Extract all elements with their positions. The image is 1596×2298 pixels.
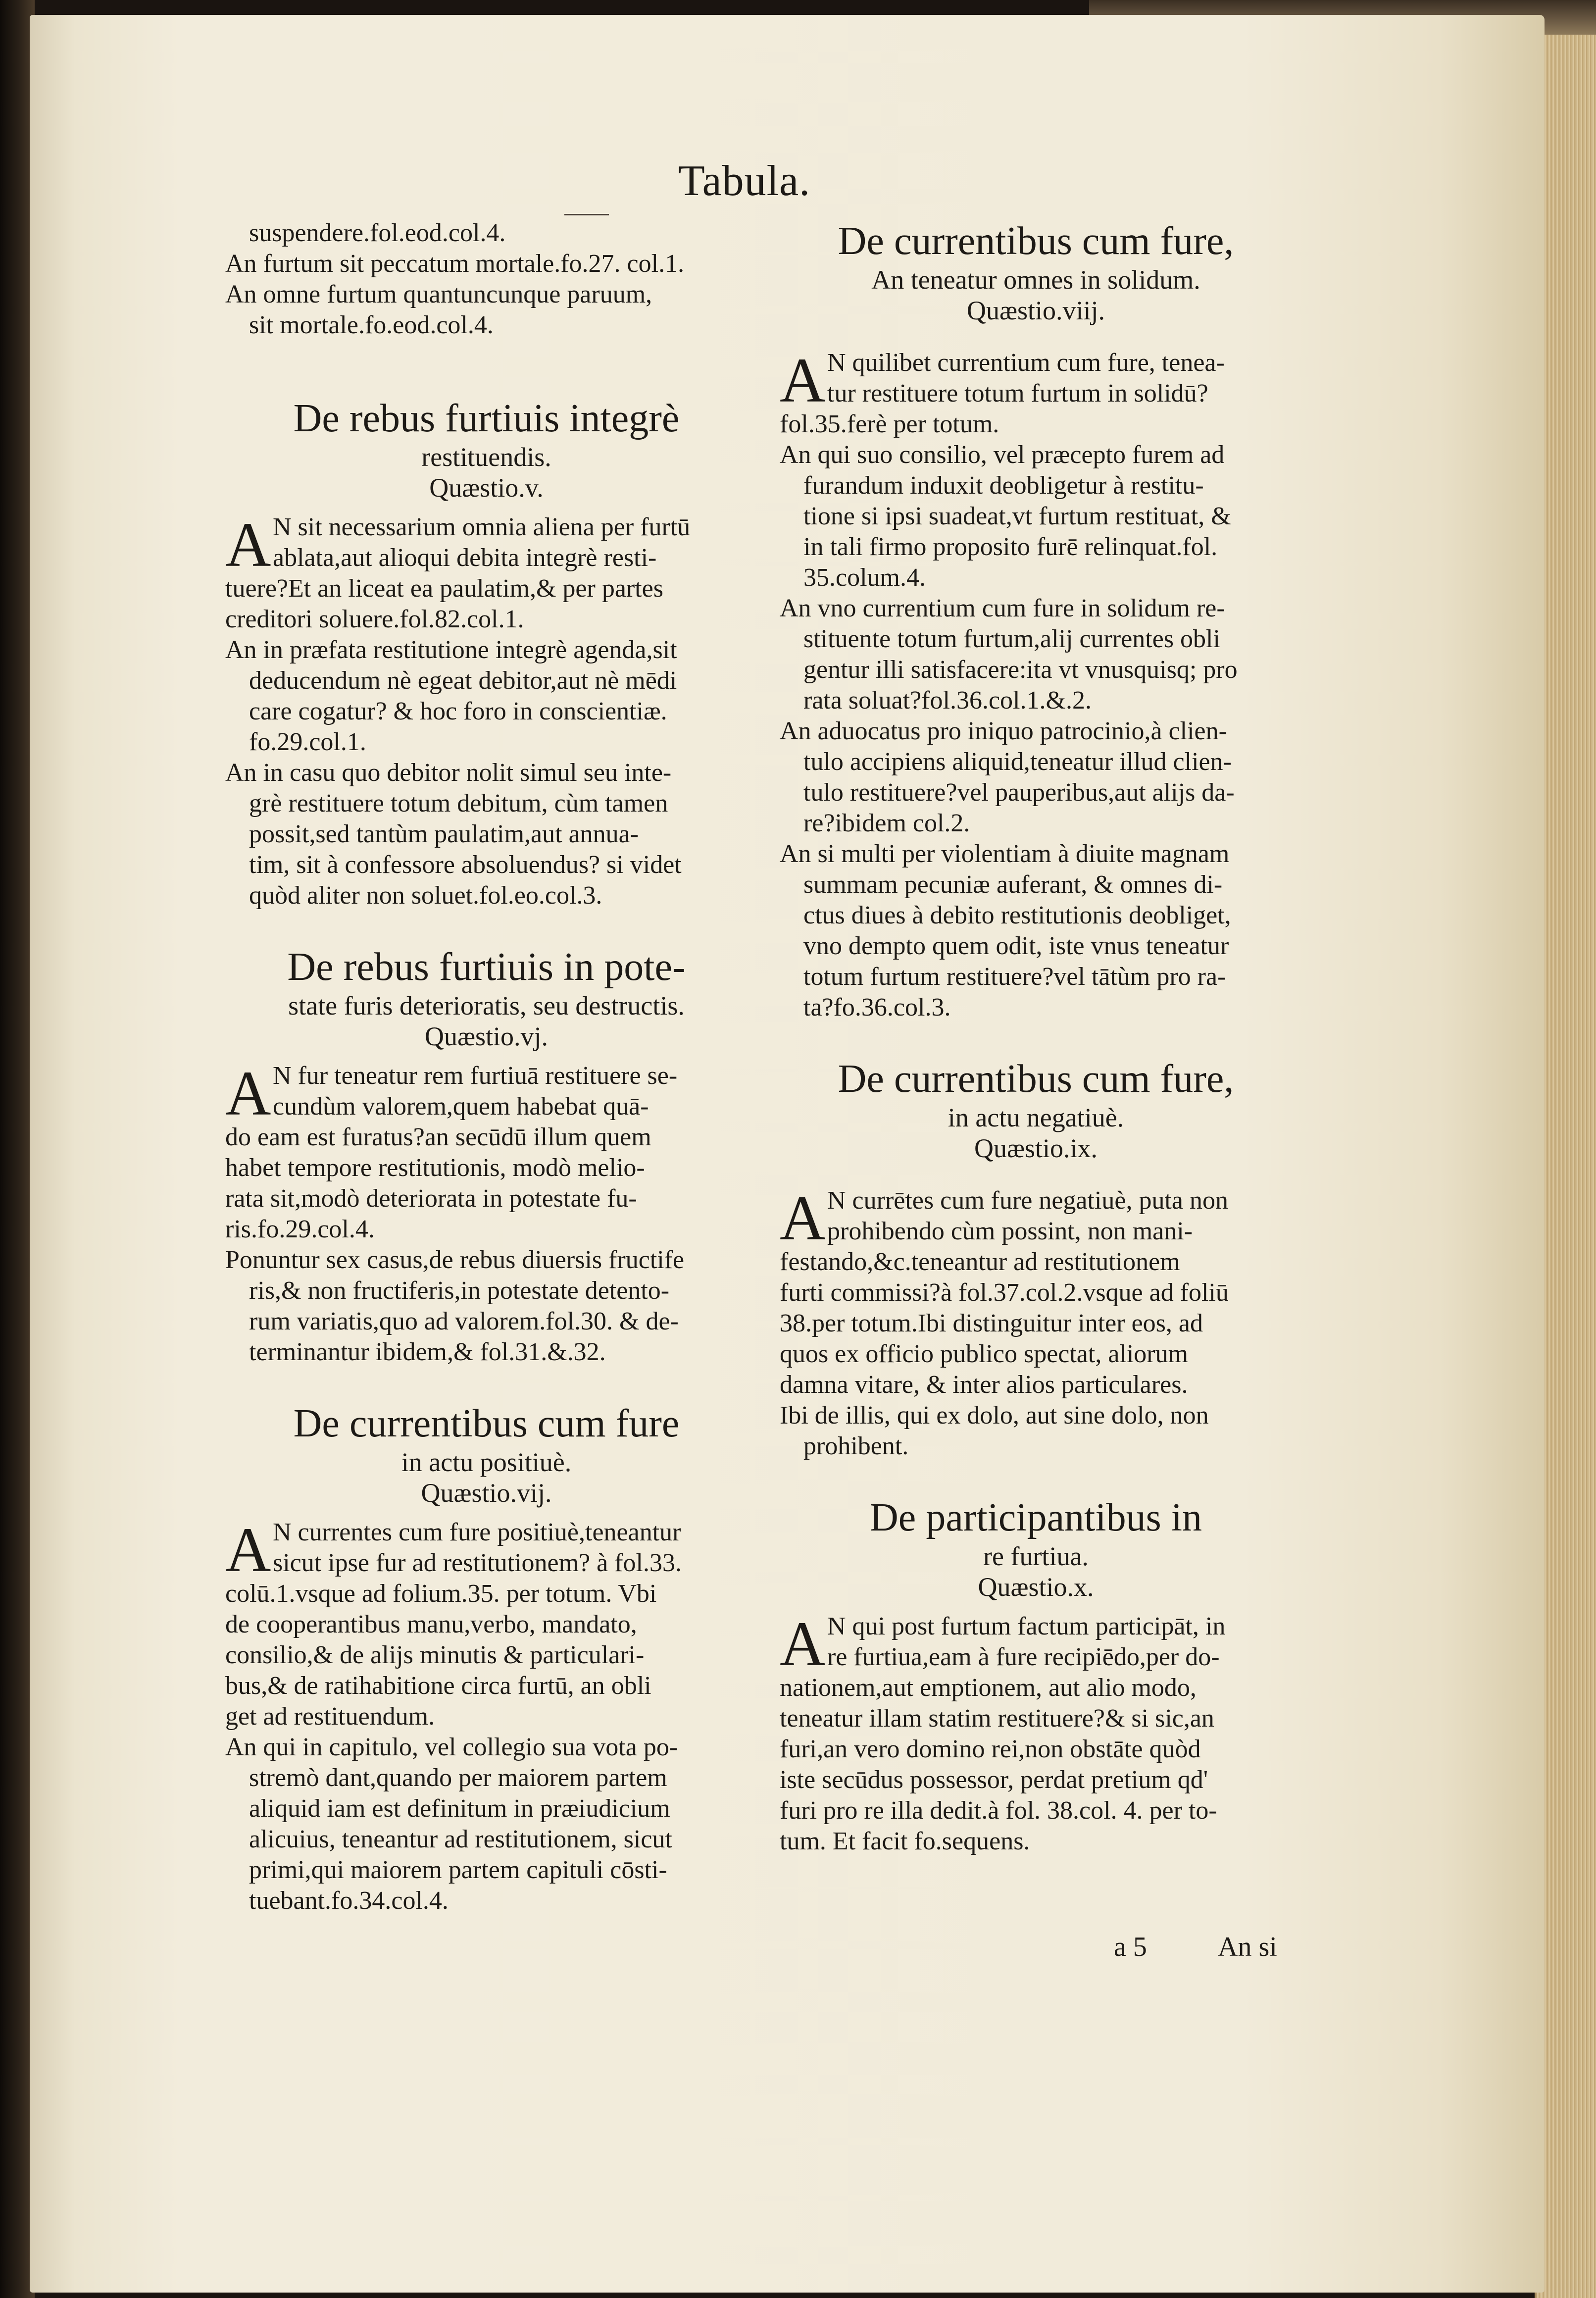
text-line: N sit necessarium omnia aliena per furtū — [273, 513, 691, 541]
text-line: habet tempore restitutionis, modò melio- — [225, 1154, 645, 1182]
paragraph — [225, 510, 748, 580]
text-line: N qui post furtum factum participāt, in — [827, 1612, 1226, 1640]
text-line: fo.29.col.1. — [249, 728, 366, 756]
text-line: iste secūdus possessor, perdat pretium qd' — [780, 1766, 1208, 1794]
drop-capital: A — [780, 345, 826, 415]
section-title: De rebus furtiuis in pote- — [287, 945, 686, 989]
text-line: N fur teneatur rem furtiuā restituere se- — [273, 1062, 678, 1090]
text-line: sit mortale.fo.eod.col.4. — [249, 311, 494, 339]
section-subtitle: state furis deterioratis, seu destructis. — [288, 991, 685, 1021]
text-line: prohibent. — [803, 1432, 909, 1460]
section-title: De currentibus cum fure, — [838, 1057, 1234, 1101]
text-line: sicut ipse fur ad restitutionem? à fol.33. — [273, 1549, 682, 1577]
section-title: De rebus furtiuis integrè — [293, 397, 680, 440]
text-line: tim, sit à confessore absoluendus? si videt — [249, 851, 682, 879]
text-line: care cogatur? & hoc foro in conscientiæ. — [249, 697, 667, 725]
text-line: possit,sed tantùm paulatim,aut annua- — [249, 820, 639, 848]
text-line: vno dempto quem odit, iste vnus teneatur — [803, 932, 1229, 960]
text-line: re furtiua,eam à fure recipiēdo,per do- — [827, 1643, 1220, 1671]
text-line: bus,& de ratihabitione circa furtū, an obli — [225, 1672, 651, 1700]
text-line: quos ex officio publico spectat, aliorum — [780, 1340, 1189, 1368]
paragraph — [225, 1058, 748, 1128]
text-line: gentur illi satisfacere:ita vt vnusquisq; pro — [803, 656, 1238, 684]
text-line: fol.35.ferè per totum. — [780, 410, 999, 438]
text-line: An si multi per violentiam à diuite magnam — [780, 840, 1230, 868]
text-line: N quilibet currentium cum fure, tenea- — [827, 349, 1225, 377]
text-line: consilio,& de alijs minutis & particulari- — [225, 1641, 645, 1669]
text-line: An aduocatus pro iniquo patrocinio,à clien- — [780, 717, 1227, 745]
text-line: tur restituere totum furtum in solidū? — [827, 379, 1208, 408]
running-head: Tabula. — [678, 157, 811, 205]
text-line: terminantur ibidem,& fol.31.&.32. — [249, 1338, 606, 1366]
text-line: primi,qui maiorem partem capituli cōsti- — [249, 1856, 667, 1884]
section-subtitle: re furtiua. — [983, 1541, 1089, 1571]
text-line: summam pecuniæ auferant, & omnes di- — [803, 870, 1223, 899]
section-subtitle: in actu negatiuè. — [948, 1103, 1124, 1132]
section-subtitle: restituendis. — [421, 442, 551, 472]
text-line: deducendum nè egeat debitor,aut nè mēdi — [249, 666, 677, 695]
text-line: furandum induxit deobligetur à restitu- — [803, 471, 1204, 500]
text-line: totum furtum restituere?vel tātùm pro ra- — [803, 963, 1226, 991]
right-column — [780, 218, 1292, 1857]
question-label: Quæstio.v. — [429, 473, 544, 503]
text-line: rata soluat?fol.36.col.1.&.2. — [803, 686, 1092, 715]
left-column — [225, 218, 748, 1916]
text-line: tum. Et facit fo.sequens. — [780, 1827, 1030, 1855]
text-line: in tali firmo proposito furē relinquat.fol. — [803, 533, 1218, 561]
text-line: Ibi de illis, qui ex dolo, aut sine dolo, non — [780, 1401, 1209, 1430]
text-line: damna vitare, & inter alios particulares. — [780, 1371, 1188, 1399]
question-label: Quæstio.vj. — [424, 1021, 549, 1051]
text-line: 38.per totum.Ibi distinguitur inter eos, ad — [780, 1309, 1203, 1337]
text-line: quòd aliter non soluet.fol.eo.col.3. — [249, 881, 602, 910]
text-line: furi,an vero domino rei,non obstāte quòd — [780, 1735, 1201, 1763]
text-line: de cooperantibus manu,verbo, mandato, — [225, 1610, 637, 1638]
text-line: creditori soluere.fol.82.col.1. — [225, 605, 524, 633]
text-line: suspendere.fol.eod.col.4. — [249, 219, 506, 247]
text-line: re?ibidem col.2. — [803, 809, 970, 837]
text-line: colū.1.vsque ad folium.35. per totum. Vbi — [225, 1580, 657, 1608]
paragraph — [780, 345, 1292, 415]
text-line: stituente totum furtum,alij currentes obli — [803, 625, 1220, 653]
section-subtitle: An teneatur omnes in solidum. — [871, 265, 1200, 295]
text-line: N currentes cum fure positiuè,teneantur — [273, 1518, 681, 1546]
text-line: An in casu quo debitor nolit simul seu inte- — [225, 759, 672, 787]
section-title: De participantibus in — [870, 1496, 1202, 1539]
text-line: ta?fo.36.col.3. — [803, 993, 951, 1021]
text-line: rata sit,modò deteriorata in potestate fu- — [225, 1184, 637, 1213]
text-line: Ponuntur sex casus,de rebus diuersis fructife — [225, 1246, 685, 1274]
section-subtitle: in actu positiuè. — [401, 1447, 572, 1477]
paragraph — [225, 1515, 748, 1585]
text-line: get ad restituendum. — [225, 1702, 435, 1731]
signature-mark: a 5 — [1114, 1932, 1147, 1962]
drop-capital: A — [225, 1058, 271, 1128]
text-line: tuebant.fo.34.col.4. — [249, 1887, 449, 1915]
text-line: aliquid iam est definitum in præiudicium — [249, 1794, 670, 1823]
question-label: Quæstio.x. — [978, 1572, 1094, 1602]
drop-capital: A — [780, 1183, 826, 1253]
text-line: cundùm valorem,quem habebat quā- — [273, 1092, 649, 1121]
text-line: ctus diues à debito restitutionis deobliget, — [803, 901, 1231, 929]
text-line: rum variatis,quo ad valorem.fol.30. & de- — [249, 1307, 679, 1335]
question-label: Quæstio.ix. — [974, 1133, 1098, 1163]
text-line: 35.colum.4. — [803, 563, 926, 592]
text-line: ablata,aut alioqui debita integrè resti- — [273, 544, 657, 572]
paragraph — [780, 1609, 1292, 1679]
text-line: nationem,aut emptionem, aut alio modo, — [780, 1674, 1197, 1702]
drop-capital: A — [225, 510, 271, 580]
text-line: do eam est furatus?an secūdū illum quem — [225, 1123, 651, 1151]
text-line: An qui in capitulo, vel collegio sua vota po- — [225, 1733, 678, 1761]
drop-capital: A — [225, 1515, 271, 1585]
text-line: furi pro re illa dedit.à fol. 38.col. 4. per to- — [780, 1796, 1217, 1825]
text-line: furti commissi?à fol.37.col.2.vsque ad foliū — [780, 1278, 1229, 1307]
text-line: festando,&c.teneantur ad restitutionem — [780, 1248, 1180, 1276]
text-line: teneatur illam statim restituere?& si sic,an — [780, 1704, 1214, 1733]
section-title: De currentibus cum fure — [293, 1402, 680, 1445]
text-line: stremò dant,quando per maiorem partem — [249, 1764, 667, 1792]
text-line: N currētes cum fure negatiuè, puta non — [827, 1186, 1229, 1215]
catchword: An si — [1218, 1932, 1277, 1962]
text-line: grè restituere totum debitum, cùm tamen — [249, 789, 668, 817]
text-line: An in præfata restitutione integrè agenda,sit — [225, 636, 677, 664]
text-line: tione si ipsi suadeat,vt furtum restituat, & — [803, 502, 1231, 530]
text-line: alicuius, teneantur ad restitutionem, sicut — [249, 1825, 672, 1853]
text-line: An qui suo consilio, vel præcepto furem ad — [780, 441, 1225, 469]
text-line: prohibendo cùm possint, non mani- — [827, 1217, 1193, 1245]
running-head-rule — [564, 214, 609, 215]
question-label: Quæstio.vij. — [421, 1478, 552, 1508]
text-line: An furtum sit peccatum mortale.fo.27. col.1. — [225, 250, 685, 278]
text-line: tuere?Et an liceat ea paulatim,& per partes — [225, 574, 663, 603]
question-label: Quæstio.viij. — [966, 296, 1105, 325]
drop-capital: A — [780, 1609, 826, 1679]
paragraph — [780, 1183, 1292, 1253]
text-line: tulo restituere?vel pauperibus,aut alijs da- — [803, 778, 1235, 807]
text-line: ris,& non fructiferis,in potestate detento- — [249, 1277, 670, 1305]
text-line: An vno currentium cum fure in solidum re- — [780, 594, 1225, 622]
text-line: An omne furtum quantuncunque paruum, — [225, 280, 652, 308]
section-title: De currentibus cum fure, — [838, 219, 1234, 263]
text-line: ris.fo.29.col.4. — [225, 1215, 375, 1243]
text-line: tulo accipiens aliquid,teneatur illud clien- — [803, 748, 1232, 776]
